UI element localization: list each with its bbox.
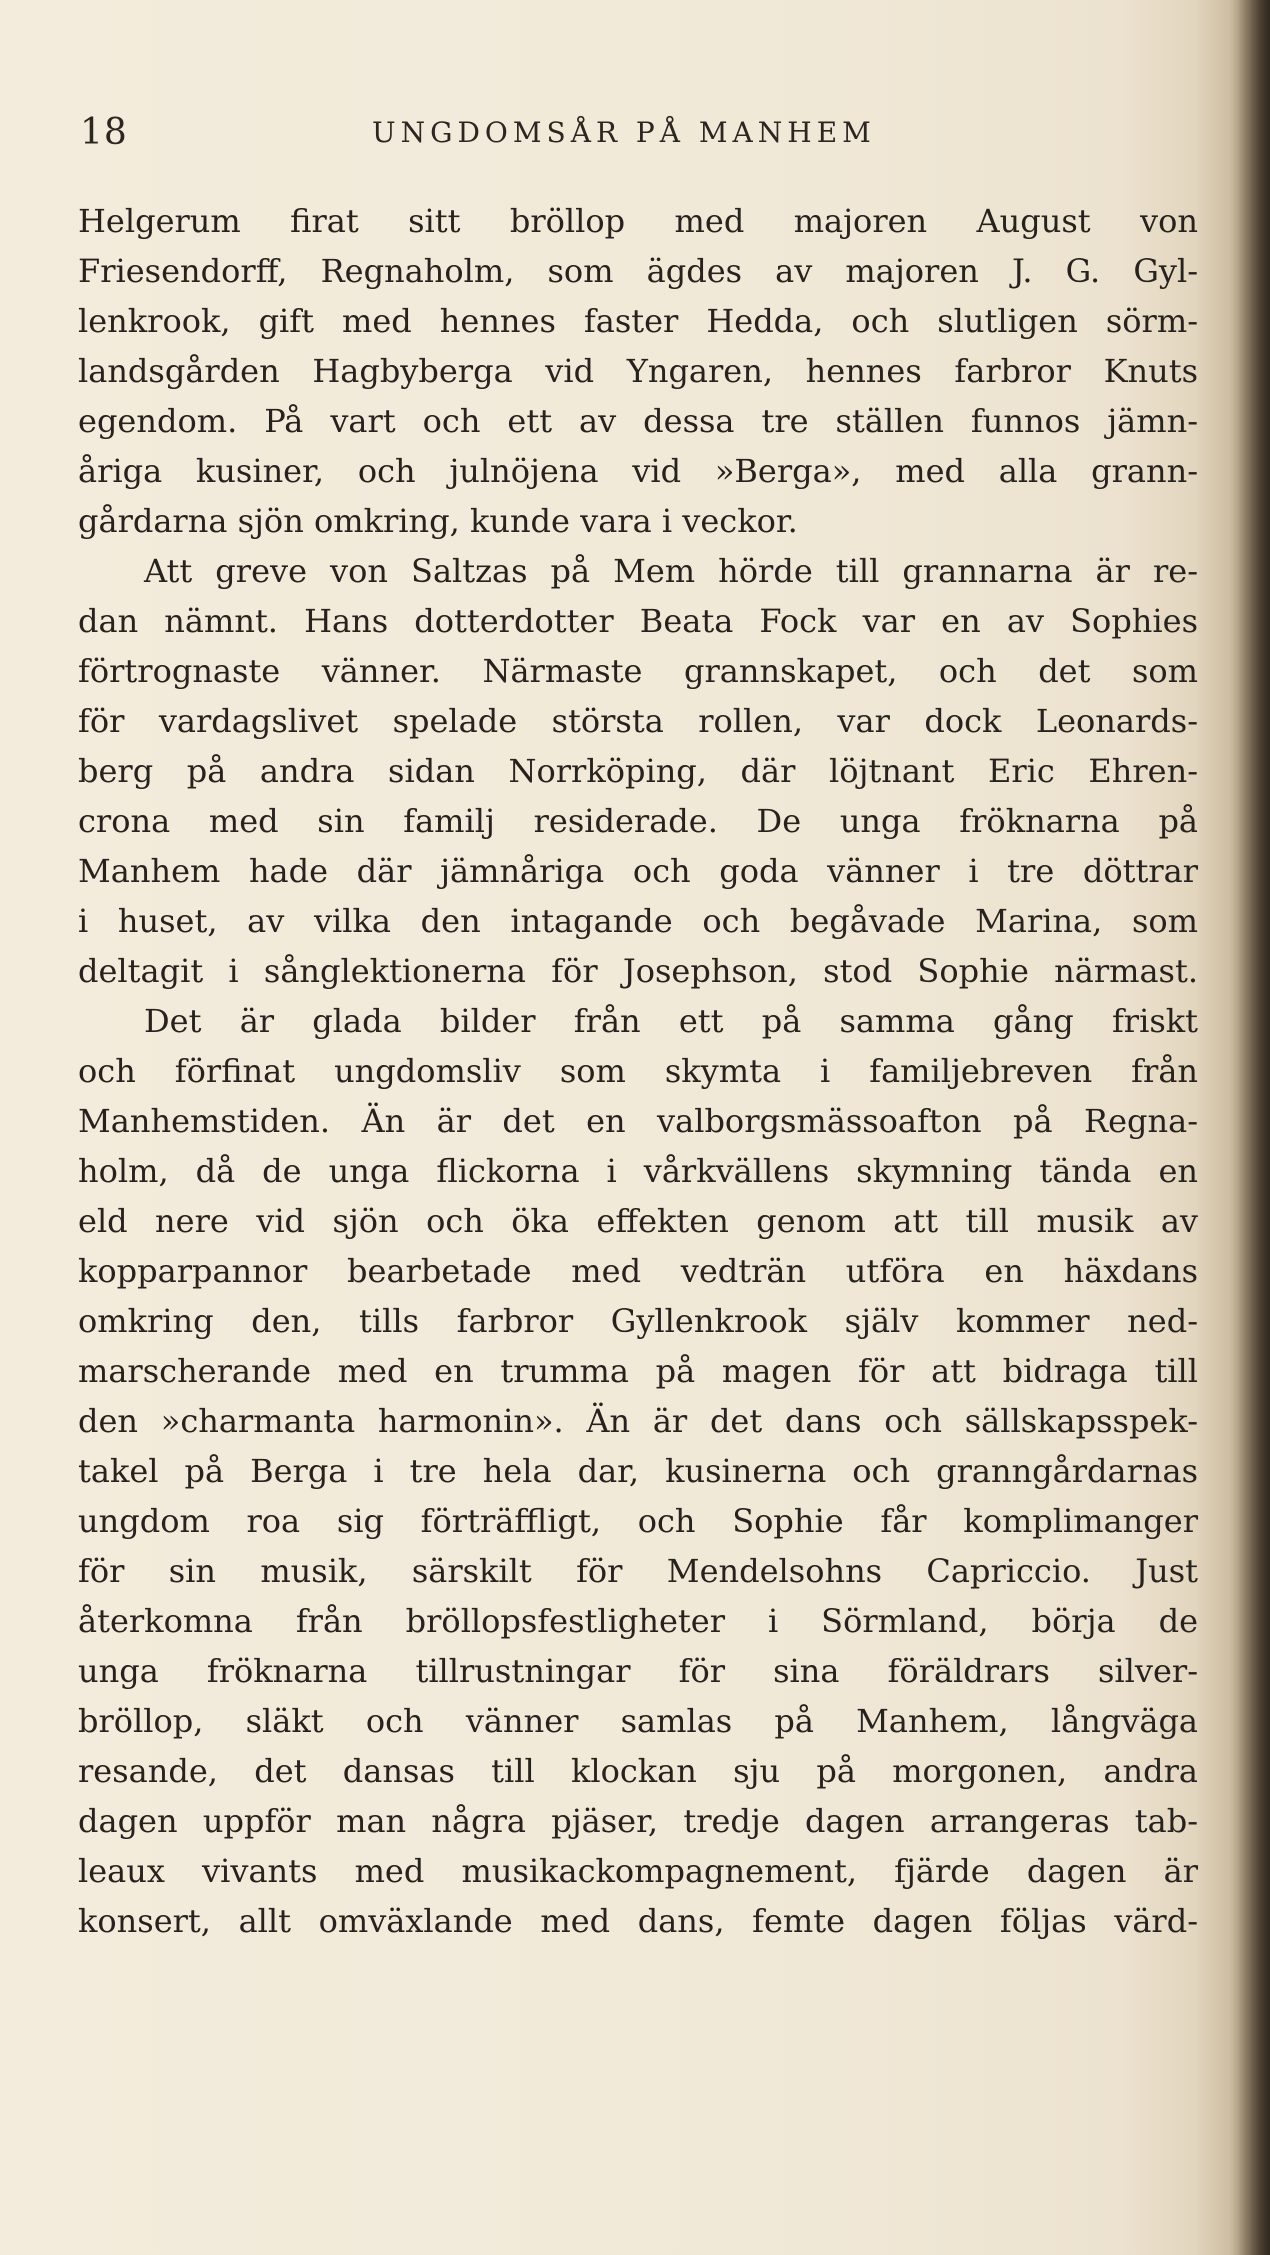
text-line: och förfinat ungdomsliv som skymta i familjebreven från <box>78 1052 1198 1090</box>
text-line: åriga kusiner, och julnöjena vid »Berga», med alla grann- <box>78 452 1198 490</box>
text-line: återkomna från bröllopsfestligheter i Sörmland, börja de <box>78 1602 1198 1640</box>
page-header <box>0 112 1270 172</box>
text-line: dagen uppför man några pjäser, tredje dagen arrangeras tab- <box>78 1802 1198 1840</box>
text-line: Det är glada bilder från ett på samma gång friskt <box>144 1002 1198 1040</box>
text-line: i huset, av vilka den intagande och begåvade Marina, som <box>78 902 1198 940</box>
text-line: marscherande med en trumma på magen för att bidraga till <box>78 1352 1198 1390</box>
text-line: egendom. På vart och ett av dessa tre ställen funnos jämn- <box>78 402 1198 440</box>
page-number: 18 <box>80 112 128 153</box>
text-line: omkring den, tills farbror Gyllenkrook själv kommer ned- <box>78 1302 1198 1340</box>
text-line: landsgården Hagbyberga vid Yngaren, hennes farbror Knuts <box>78 352 1198 390</box>
text-line: kopparpannor bearbetade med vedträn utföra en häxdans <box>78 1252 1198 1290</box>
text-line: Helgerum firat sitt bröllop med majoren August von <box>78 202 1198 240</box>
text-line: deltagit i sånglektionerna för Josephson, stod Sophie närmast. <box>78 952 1198 990</box>
text-line: gårdarna sjön omkring, kunde vara i veckor. <box>78 502 798 540</box>
text-line: dan nämnt. Hans dotterdotter Beata Fock var en av Sophies <box>78 602 1198 640</box>
text-line: eld nere vid sjön och öka effekten genom att till musik av <box>78 1202 1198 1240</box>
text-line: ungdom roa sig förträffligt, och Sophie får komplimanger <box>78 1502 1198 1540</box>
text-line: för sin musik, särskilt för Mendelsohns Capriccio. Just <box>78 1552 1198 1590</box>
text-line: lenkrook, gift med hennes faster Hedda, och slutligen sörm- <box>78 302 1198 340</box>
text-line: Friesendorff, Regnaholm, som ägdes av majoren J. G. Gyl- <box>78 252 1198 290</box>
text-line: den »charmanta harmonin». Än är det dans och sällskapsspek- <box>78 1402 1198 1440</box>
text-line: förtrognaste vänner. Närmaste grannskapet, och det som <box>78 652 1198 690</box>
running-head: UNGDOMSÅR PÅ MANHEM <box>372 116 876 149</box>
spine-shadow <box>1230 0 1270 2255</box>
text-line: Manhemstiden. Än är det en valborgsmässoafton på Regna- <box>78 1102 1198 1140</box>
text-line: leaux vivants med musikackompagnement, fjärde dagen är <box>78 1852 1198 1890</box>
text-line: crona med sin familj residerade. De unga fröknarna på <box>78 802 1198 840</box>
text-line: Manhem hade där jämnåriga och goda vänner i tre döttrar <box>78 852 1198 890</box>
text-line: holm, då de unga flickorna i vårkvällens skymning tända en <box>78 1152 1198 1190</box>
text-line: resande, det dansas till klockan sju på morgonen, andra <box>78 1752 1198 1790</box>
body-text <box>78 196 1198 1946</box>
text-line: Att greve von Saltzas på Mem hörde till grannarna är re- <box>144 552 1198 590</box>
text-line: för vardagslivet spelade största rollen, var dock Leonards- <box>78 702 1198 740</box>
text-line: unga fröknarna tillrustningar för sina föräldrars silver- <box>78 1652 1198 1690</box>
text-line: takel på Berga i tre hela dar, kusinerna och granngårdarnas <box>78 1452 1198 1490</box>
text-line: berg på andra sidan Norrköping, där löjtnant Eric Ehren- <box>78 752 1198 790</box>
text-line: konsert, allt omväxlande med dans, femte dagen följas värd- <box>78 1902 1198 1940</box>
text-line: bröllop, släkt och vänner samlas på Manhem, långväga <box>78 1702 1198 1740</box>
